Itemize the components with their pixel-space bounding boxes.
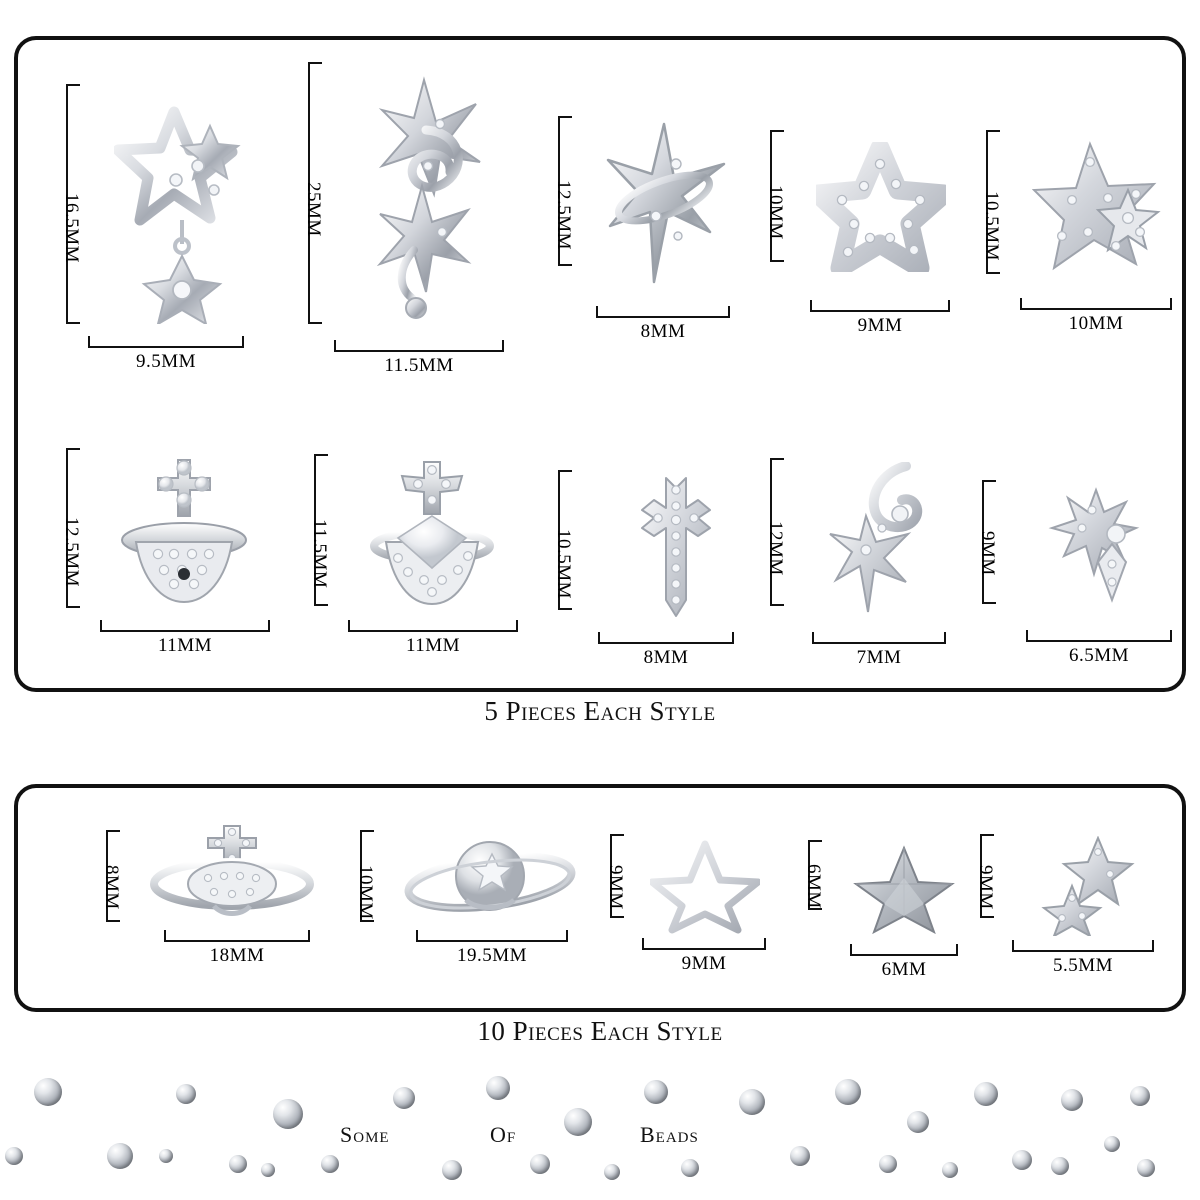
- charm-illustration: [650, 838, 760, 934]
- bead: [879, 1155, 897, 1173]
- bead: [107, 1143, 133, 1169]
- bead: [1051, 1157, 1069, 1175]
- height-measure: [553, 116, 574, 266]
- height-measure: [61, 448, 82, 608]
- height-label: 25MM: [303, 182, 324, 237]
- width-measure: [812, 632, 946, 669]
- panel-five-pieces: [14, 36, 1186, 692]
- height-label: 10.5MM: [981, 191, 1002, 262]
- width-label: 8MM: [640, 321, 686, 342]
- width-label: 5.5MM: [1052, 955, 1114, 976]
- height-measure: [765, 130, 786, 262]
- bead: [907, 1111, 929, 1133]
- width-label: 9MM: [681, 953, 727, 974]
- width-label: 6MM: [881, 959, 927, 980]
- height-label: 16.5MM: [61, 193, 82, 264]
- width-measure: [88, 336, 244, 373]
- width-label: 6.5MM: [1068, 645, 1130, 666]
- bead: [835, 1079, 861, 1105]
- height-measure: [553, 470, 574, 610]
- bead: [261, 1163, 275, 1177]
- height-label: 10.5MM: [553, 529, 574, 600]
- bead: [790, 1146, 810, 1166]
- height-measure: [309, 454, 330, 606]
- charm-illustration: [602, 120, 732, 290]
- bead: [229, 1155, 247, 1173]
- height-label: 11.5MM: [309, 519, 330, 589]
- height-measure: [303, 62, 324, 324]
- charm-illustration: [1038, 484, 1168, 614]
- width-measure: [642, 938, 766, 975]
- bead: [176, 1084, 196, 1104]
- bead: [393, 1087, 415, 1109]
- height-label: 12.5MM: [61, 517, 82, 588]
- bead: [1061, 1089, 1083, 1111]
- width-label: 11MM: [157, 635, 213, 656]
- bead: [1137, 1159, 1155, 1177]
- beads-strip: [0, 1060, 1200, 1200]
- bead: [604, 1164, 620, 1180]
- width-label: 10MM: [1068, 313, 1124, 334]
- height-label: 10MM: [765, 185, 786, 240]
- bead: [739, 1089, 765, 1115]
- height-measure: [981, 130, 1002, 274]
- bead: [530, 1154, 550, 1174]
- height-label: 8MM: [101, 865, 122, 910]
- width-label: 9.5MM: [135, 351, 197, 372]
- charm-illustration: [610, 474, 740, 622]
- height-measure: [605, 834, 626, 918]
- height-measure: [803, 840, 824, 910]
- bead: [34, 1078, 62, 1106]
- charm-illustration: [1032, 140, 1168, 280]
- width-measure: [334, 340, 504, 377]
- width-label: 11MM: [405, 635, 461, 656]
- width-measure: [1020, 298, 1172, 335]
- height-measure: [977, 480, 998, 604]
- height-label: 9MM: [977, 531, 998, 576]
- height-measure: [61, 84, 82, 324]
- width-measure: [810, 300, 950, 337]
- panel-ten-pieces: [14, 784, 1186, 1012]
- caption-ten-pieces: 10 Pieces Each Style: [477, 1016, 723, 1046]
- width-measure: [850, 944, 958, 981]
- width-label: 19.5MM: [456, 945, 528, 966]
- width-label: 7MM: [856, 647, 902, 668]
- width-label: 18MM: [209, 945, 265, 966]
- height-label: 12.5MM: [553, 180, 574, 251]
- charm-illustration: [114, 456, 264, 611]
- bead: [273, 1099, 303, 1129]
- charm-illustration: [114, 94, 244, 324]
- bead: [1012, 1150, 1032, 1170]
- width-measure: [596, 306, 730, 343]
- bead: [5, 1147, 23, 1165]
- bead: [974, 1082, 998, 1106]
- bead: [442, 1160, 462, 1180]
- height-label: 12MM: [765, 521, 786, 576]
- width-measure: [598, 632, 734, 669]
- bead: [486, 1076, 510, 1100]
- beads-label-part-2: Of: [490, 1122, 517, 1147]
- beads-label-part-1: Some: [340, 1122, 390, 1147]
- charm-illustration: [148, 820, 318, 930]
- width-label: 8MM: [643, 647, 689, 668]
- charm-illustration: [362, 460, 512, 610]
- charm-illustration: [816, 142, 946, 272]
- width-measure: [1012, 940, 1154, 977]
- charm-illustration: [822, 462, 952, 618]
- height-measure: [101, 830, 122, 922]
- height-label: 9MM: [605, 865, 626, 910]
- width-measure: [100, 620, 270, 657]
- width-label: 9MM: [857, 315, 903, 336]
- bead: [942, 1162, 958, 1178]
- bead: [1104, 1136, 1120, 1152]
- caption-five-pieces: 5 Pieces Each Style: [484, 696, 716, 726]
- width-measure: [164, 930, 310, 967]
- width-measure: [348, 620, 518, 657]
- width-measure: [416, 930, 568, 967]
- width-measure: [1026, 630, 1172, 667]
- charm-illustration: [356, 74, 496, 336]
- bead: [321, 1155, 339, 1173]
- height-measure: [355, 830, 376, 922]
- height-label: 10MM: [355, 865, 376, 920]
- bead: [564, 1108, 592, 1136]
- width-label: 11.5MM: [384, 355, 454, 376]
- bead: [159, 1149, 173, 1163]
- bead: [644, 1080, 668, 1104]
- charm-illustration: [852, 838, 956, 934]
- height-label: 6MM: [803, 864, 824, 909]
- charm-illustration: [404, 834, 576, 926]
- bead: [681, 1159, 699, 1177]
- height-measure: [765, 458, 786, 606]
- beads-label-part-3: Beads: [640, 1122, 699, 1147]
- bead: [1130, 1086, 1150, 1106]
- height-measure: [975, 834, 996, 918]
- charm-illustration: [1032, 836, 1142, 936]
- height-label: 9MM: [975, 865, 996, 910]
